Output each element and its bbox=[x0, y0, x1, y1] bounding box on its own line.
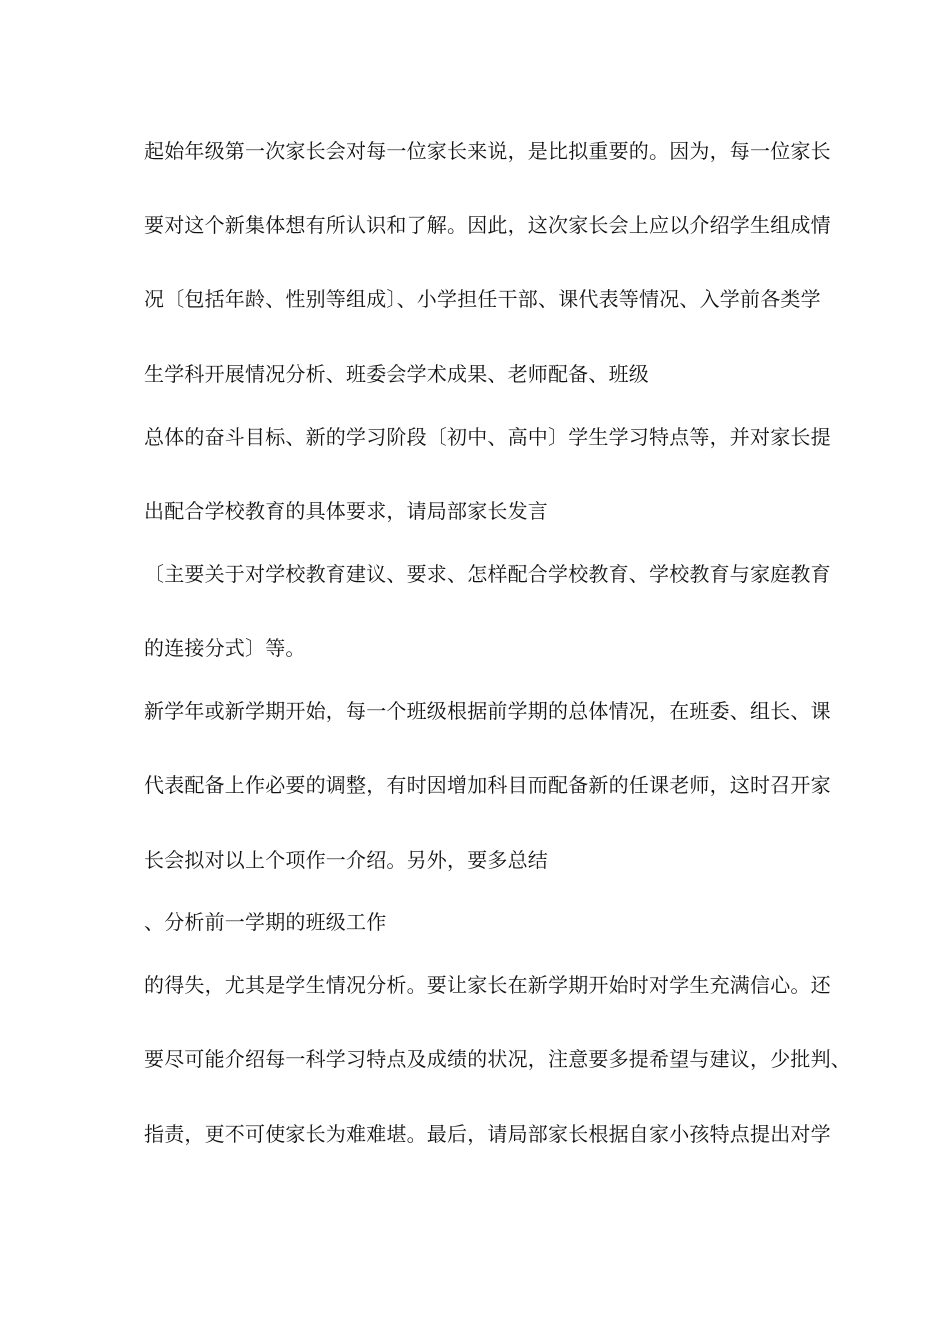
text-line-12: 、分析前一学期的班级工作 bbox=[144, 910, 387, 934]
text-line-7: 〔主要关于对学校教育建议、要求、怎样配合学校教育、学校教育与家庭教育 bbox=[144, 562, 831, 586]
text-line-8: 的连接分式〕等。 bbox=[144, 636, 306, 660]
text-line-6: 出配合学校教育的具体要求，请局部家长发言 bbox=[144, 499, 548, 523]
text-line-3: 况〔包括年龄、性别等组成〕、小学担任干部、课代表等情况、入学前各类学 bbox=[144, 287, 821, 311]
text-line-11: 长会拟对以上个项作一介绍。另外，要多总结 bbox=[144, 848, 548, 872]
text-line-14: 要尽可能介绍每一科学习特点及成绩的状况，注意要多提希望与建议，少批判、 bbox=[144, 1047, 851, 1071]
text-line-15: 指责，更不可使家长为难难堪。最后，请局部家长根据自家小孩特点提出对学 bbox=[144, 1122, 831, 1146]
text-line-10: 代表配备上作必要的调整，有时因增加科目而配备新的任课老师，这时召开家 bbox=[144, 773, 831, 797]
text-line-5: 总体的奋斗目标、新的学习阶段〔初中、高中〕学生学习特点等，并对家长提 bbox=[144, 425, 831, 449]
text-line-1: 起始年级第一次家长会对每一位家长来说，是比拟重要的。因为，每一位家长 bbox=[144, 139, 831, 163]
text-line-4: 生学科开展情况分析、班委会学术成果、老师配备、班级 bbox=[144, 362, 649, 386]
text-line-9: 新学年或新学期开始，每一个班级根据前学期的总体情况，在班委、组长、课 bbox=[144, 699, 831, 723]
text-line-13: 的得失，尤其是学生情况分析。要让家长在新学期开始时对学生充满信心。还 bbox=[144, 973, 831, 997]
text-line-2: 要对这个新集体想有所认识和了解。因此，这次家长会上应以介绍学生组成情 bbox=[144, 213, 831, 237]
